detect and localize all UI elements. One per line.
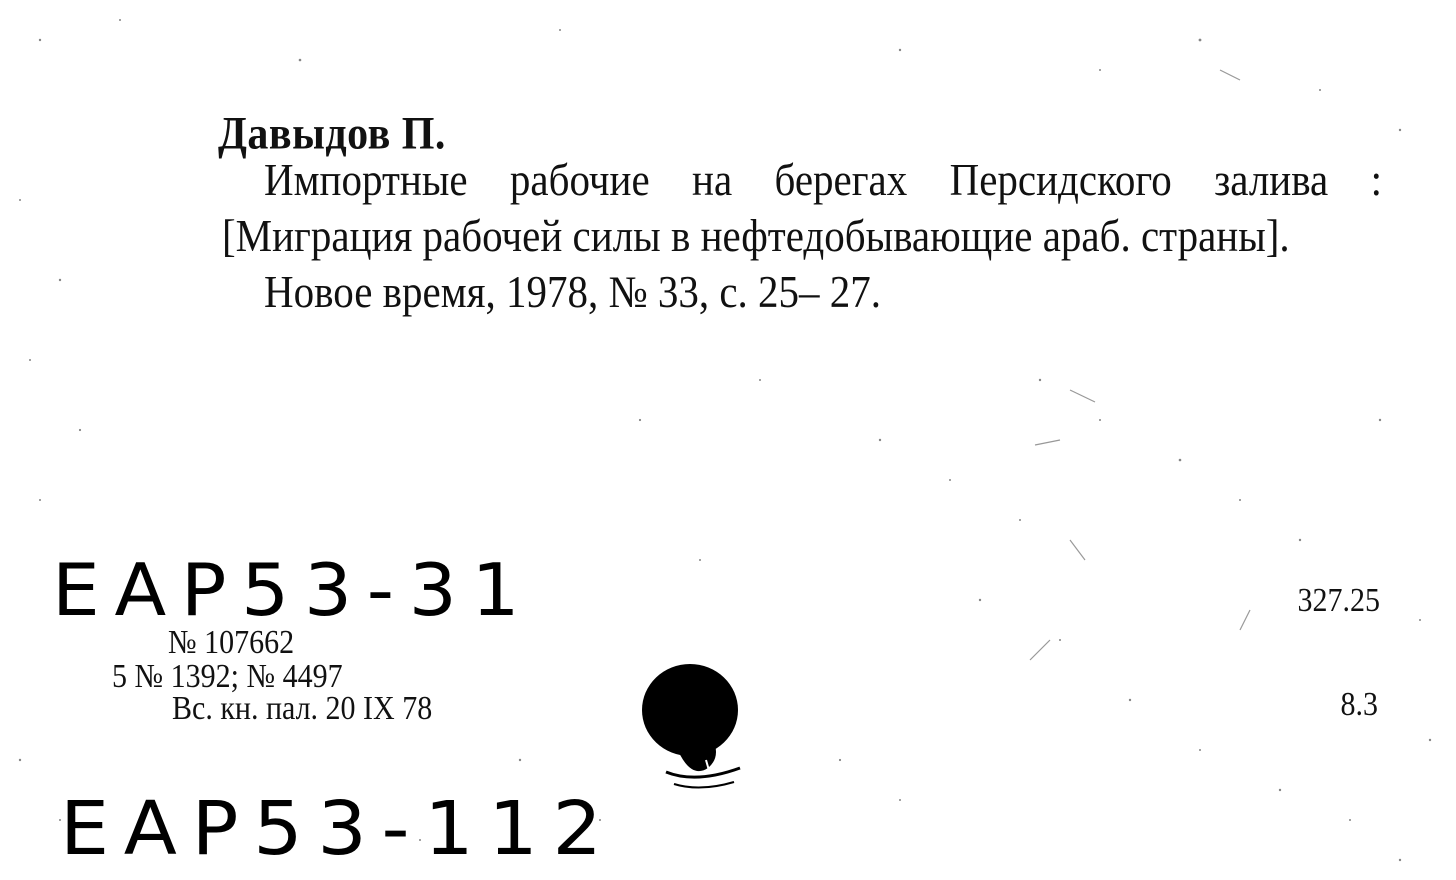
registry-numbers: 5 № 1392; № 4497	[112, 658, 343, 695]
source-citation: Новое время, 1978, № 33, с. 25– 27.	[264, 266, 882, 317]
secondary-code: 8.3	[1340, 686, 1378, 723]
handwritten-shelfmark-2: EAP53-112	[60, 786, 617, 872]
accession-number: № 107662	[168, 624, 295, 661]
punch-hole-icon	[636, 660, 756, 800]
chamber-date-note: Вс. кн. пал. 20 IX 78	[172, 690, 433, 727]
author-name: Давыдов П.	[218, 109, 446, 160]
classification-code: 327.25	[1297, 582, 1380, 619]
record-description	[222, 152, 1382, 320]
handwritten-shelfmark-1: EAP53-31	[52, 548, 535, 632]
title-and-annotation: Импортные рабочие на берегах Персидского залива : [Миграция рабочей силы в нефтедобывающие араб. страны].	[222, 154, 1382, 261]
